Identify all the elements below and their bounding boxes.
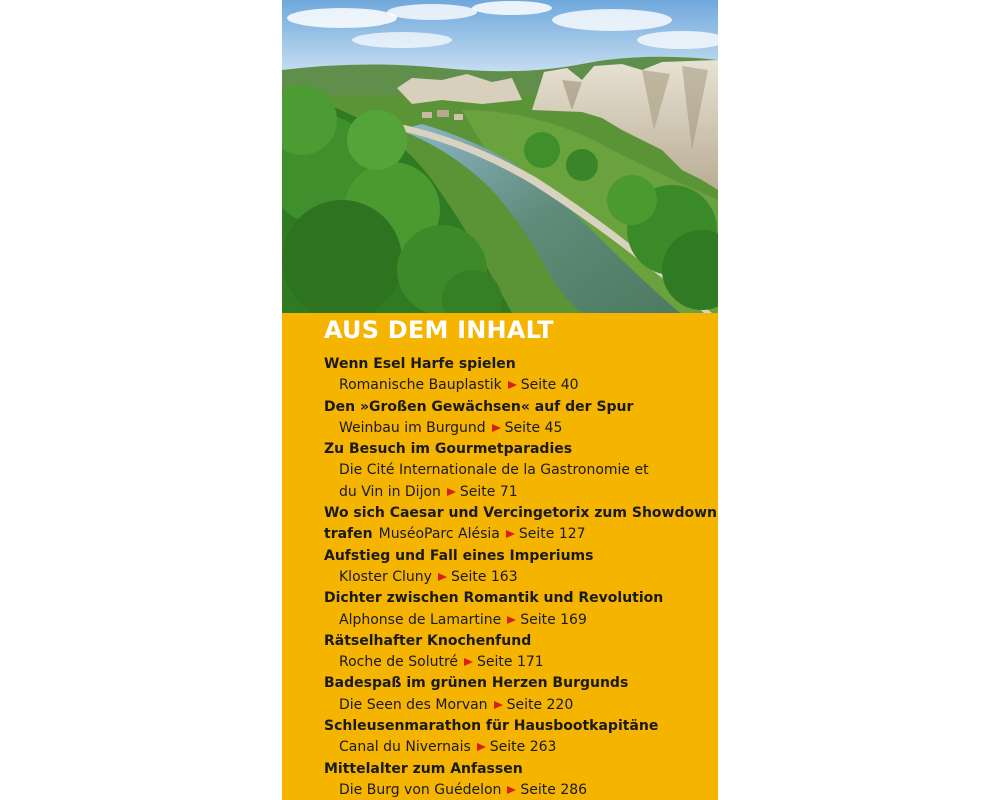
entry-topic: Die Burg von Guédelon — [339, 781, 502, 798]
section-heading: AUS DEM INHALT — [324, 316, 554, 344]
list-item — [324, 631, 714, 674]
entry-title: Zu Besuch im Gourmetparadies — [324, 441, 573, 458]
list-item — [324, 546, 714, 589]
entry-title: Dichter zwischen Romantik und Revolution — [324, 590, 664, 607]
entry-topic: Roche de Solutré — [339, 654, 459, 671]
cover-photo-river-valley — [282, 0, 718, 313]
entry-subtitle — [324, 652, 714, 673]
contents-list — [324, 354, 717, 800]
entry-subtitle — [324, 610, 714, 631]
entry-title: Badespaß im grünen Herzen Burgunds — [324, 675, 629, 692]
entry-subtitle — [324, 524, 714, 545]
entry-title: Wenn Esel Harfe spielen — [324, 356, 516, 372]
list-item — [324, 759, 714, 800]
entry-topic: MuséoParc Alésia — [378, 526, 500, 543]
entry-subtitle — [324, 418, 714, 439]
entry-title: Aufstieg und Fall eines Imperiums — [324, 547, 594, 564]
list-item — [324, 716, 714, 759]
entry-subtitle — [324, 460, 659, 503]
contents-panel — [282, 313, 718, 800]
entry-topic: Weinbau im Burgund — [339, 419, 486, 436]
red-triangle-arrow-icon — [508, 381, 517, 389]
entry-title-continued: trafen — [324, 526, 373, 543]
entry-title: Mittelalter zum Anfassen — [324, 760, 523, 777]
entry-topic: Alphonse de Lamartine — [339, 611, 502, 628]
entry-title: Schleusenmarathon für Hausbootkapitäne — [324, 718, 659, 735]
list-item — [324, 588, 714, 631]
entry-topic: Canal du Nivernais — [339, 739, 471, 756]
red-triangle-arrow-icon — [494, 701, 503, 709]
entry-page-reference: Seite 127 — [518, 526, 586, 543]
red-triangle-arrow-icon — [464, 658, 473, 666]
list-item — [324, 439, 714, 503]
entry-topic: Kloster Cluny — [339, 568, 432, 585]
entry-page-reference: Seite 45 — [504, 419, 563, 436]
red-triangle-arrow-icon — [477, 743, 486, 751]
entry-title: Den »Großen Gewächsen« auf der Spur — [324, 398, 634, 415]
entry-subtitle — [324, 567, 714, 588]
entry-page-reference: Seite 220 — [506, 696, 574, 713]
red-triangle-arrow-icon — [438, 573, 447, 581]
entry-topic: Romanische Bauplastik — [339, 377, 502, 394]
list-item — [324, 673, 714, 716]
entry-subtitle — [324, 737, 714, 758]
entry-page-reference: Seite 171 — [477, 654, 544, 671]
entry-topic: Die Cité Internationale de la Gastronomie et du Vin in Dijon — [339, 462, 649, 500]
red-triangle-arrow-icon — [447, 488, 456, 496]
entry-title: Wo sich Caesar und Vercingetorix zum Showdown — [324, 505, 717, 522]
entry-page-reference: Seite 169 — [520, 611, 587, 628]
entry-page-reference: Seite 263 — [489, 739, 557, 756]
red-triangle-arrow-icon — [506, 530, 515, 538]
entry-page-reference: Seite 286 — [520, 781, 588, 798]
entry-subtitle — [324, 695, 714, 716]
list-item — [324, 397, 714, 440]
book-page — [282, 0, 718, 800]
entry-topic: Die Seen des Morvan — [339, 696, 488, 713]
entry-subtitle — [324, 375, 714, 396]
red-triangle-arrow-icon — [507, 786, 516, 794]
list-item — [324, 503, 717, 546]
entry-page-reference: Seite 163 — [450, 568, 518, 585]
entry-page-reference: Seite 71 — [459, 483, 518, 500]
entry-subtitle — [324, 780, 714, 800]
list-item — [324, 354, 714, 397]
entry-page-reference: Seite 40 — [520, 377, 579, 394]
red-triangle-arrow-icon — [492, 424, 501, 432]
entry-title: Rätselhafter Knochenfund — [324, 632, 532, 649]
red-triangle-arrow-icon — [507, 616, 516, 624]
